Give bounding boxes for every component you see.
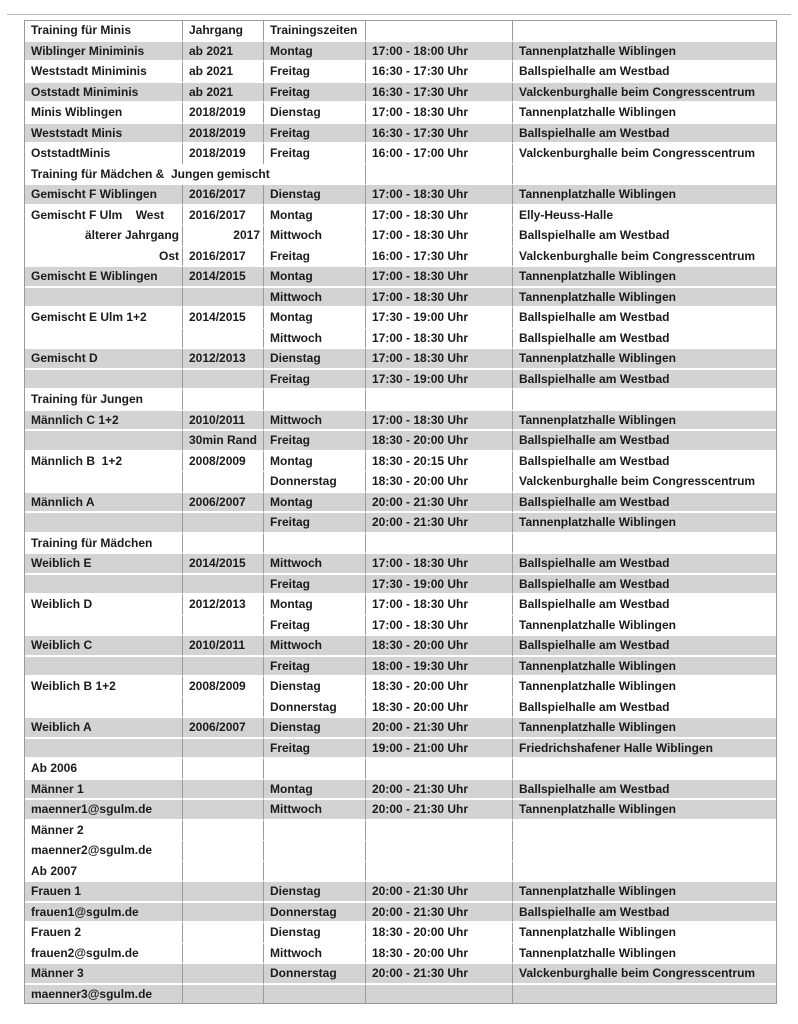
time-cell: 20:00 - 21:30 Uhr bbox=[366, 718, 513, 739]
day-cell: Mittwoch bbox=[264, 944, 366, 965]
jahrgang-cell: 2010/2011 bbox=[183, 411, 264, 432]
team-cell: Weiblich A bbox=[25, 718, 183, 739]
team-cell bbox=[25, 698, 183, 719]
time-cell: 17:00 - 18:30 Uhr bbox=[366, 206, 513, 227]
jahrgang-cell: 2018/2019 bbox=[183, 103, 264, 124]
location-cell: Friedrichshafener Halle Wiblingen bbox=[513, 739, 776, 760]
table-row bbox=[25, 329, 776, 350]
team-cell bbox=[25, 329, 183, 350]
table-row bbox=[25, 554, 776, 575]
team-cell: Weiblich B 1+2 bbox=[25, 677, 183, 698]
time-cell: 18:30 - 20:00 Uhr bbox=[366, 472, 513, 493]
jahrgang-cell: 2006/2007 bbox=[183, 718, 264, 739]
team-cell bbox=[25, 431, 183, 452]
time-cell: 20:00 - 21:30 Uhr bbox=[366, 493, 513, 514]
location-cell: Tannenplatzhalle Wiblingen bbox=[513, 677, 776, 698]
location-cell: Ballspielhalle am Westbad bbox=[513, 226, 776, 247]
section-row bbox=[25, 21, 776, 42]
day-cell: Mittwoch bbox=[264, 800, 366, 821]
jahrgang-cell bbox=[183, 616, 264, 637]
table-row bbox=[25, 882, 776, 903]
time-cell bbox=[366, 390, 513, 411]
table-row bbox=[25, 42, 776, 63]
jahrgang-cell bbox=[183, 780, 264, 801]
day-cell: Montag bbox=[264, 267, 366, 288]
location-cell bbox=[513, 985, 776, 1004]
table-row bbox=[25, 964, 776, 985]
table-row bbox=[25, 698, 776, 719]
time-cell: 17:00 - 18:00 Uhr bbox=[366, 42, 513, 63]
team-cell: Gemischt E Ulm 1+2 bbox=[25, 308, 183, 329]
email-cell: maenner2@sgulm.de bbox=[25, 841, 183, 862]
jahrgang-cell: ab 2021 bbox=[183, 62, 264, 83]
table-row bbox=[25, 247, 776, 268]
day-cell: Freitag bbox=[264, 739, 366, 760]
time-cell: 17:00 - 18:30 Uhr bbox=[366, 616, 513, 637]
jahrgang-cell: 2008/2009 bbox=[183, 452, 264, 473]
day-cell: Montag bbox=[264, 206, 366, 227]
location-cell: Tannenplatzhalle Wiblingen bbox=[513, 411, 776, 432]
jahrgang-cell bbox=[183, 821, 264, 842]
jahrgang-cell: 2018/2019 bbox=[183, 124, 264, 145]
section-title: Training für Jungen bbox=[25, 390, 183, 411]
day-cell: Montag bbox=[264, 308, 366, 329]
location-cell: Ballspielhalle am Westbad bbox=[513, 431, 776, 452]
time-cell: 17:00 - 18:30 Uhr bbox=[366, 267, 513, 288]
time-cell: 18:30 - 20:00 Uhr bbox=[366, 677, 513, 698]
team-cell: Gemischt D bbox=[25, 349, 183, 370]
location-cell: Ballspielhalle am Westbad bbox=[513, 62, 776, 83]
time-cell: 16:30 - 17:30 Uhr bbox=[366, 124, 513, 145]
table-row bbox=[25, 411, 776, 432]
location-cell bbox=[513, 534, 776, 555]
jahrgang-cell bbox=[183, 944, 264, 965]
section-row bbox=[25, 862, 776, 883]
team-cell bbox=[25, 472, 183, 493]
jahrgang-cell: 2008/2009 bbox=[183, 677, 264, 698]
location-cell: Tannenplatzhalle Wiblingen bbox=[513, 349, 776, 370]
location-cell bbox=[513, 821, 776, 842]
location-cell: Tannenplatzhalle Wiblingen bbox=[513, 657, 776, 678]
time-cell: 17:30 - 19:00 Uhr bbox=[366, 575, 513, 596]
location-cell: Tannenplatzhalle Wiblingen bbox=[513, 800, 776, 821]
jahrgang-cell bbox=[183, 513, 264, 534]
table-row bbox=[25, 144, 776, 165]
time-cell: 18:30 - 20:00 Uhr bbox=[366, 636, 513, 657]
table-row bbox=[25, 800, 776, 821]
location-cell: Ballspielhalle am Westbad bbox=[513, 124, 776, 145]
jahrgang-cell: 2016/2017 bbox=[183, 247, 264, 268]
day-cell bbox=[264, 534, 366, 555]
day-cell: Donnerstag bbox=[264, 903, 366, 924]
location-cell: Ballspielhalle am Westbad bbox=[513, 595, 776, 616]
day-cell: Donnerstag bbox=[264, 964, 366, 985]
jahrgang-cell: Jahrgang bbox=[183, 21, 264, 42]
table-row bbox=[25, 985, 776, 1004]
location-cell bbox=[513, 21, 776, 42]
table-row bbox=[25, 267, 776, 288]
jahrgang-cell bbox=[183, 841, 264, 862]
team-cell: Weststadt Miniminis bbox=[25, 62, 183, 83]
time-cell: 18:30 - 20:15 Uhr bbox=[366, 452, 513, 473]
time-cell: 18:30 - 20:00 Uhr bbox=[366, 431, 513, 452]
email-cell: frauen2@sgulm.de bbox=[25, 944, 183, 965]
day-cell: Freitag bbox=[264, 144, 366, 165]
jahrgang-cell bbox=[183, 329, 264, 350]
jahrgang-cell bbox=[183, 390, 264, 411]
table-row bbox=[25, 431, 776, 452]
section-title: Training für Mädchen & Jungen gemischt bbox=[25, 165, 366, 186]
jahrgang-cell bbox=[183, 657, 264, 678]
day-cell: Freitag bbox=[264, 370, 366, 391]
time-cell: 20:00 - 21:30 Uhr bbox=[366, 964, 513, 985]
day-cell: Montag bbox=[264, 780, 366, 801]
jahrgang-cell: 30min Rand bbox=[183, 431, 264, 452]
email-cell: frauen1@sgulm.de bbox=[25, 903, 183, 924]
location-cell: Ballspielhalle am Westbad bbox=[513, 575, 776, 596]
email-cell: maenner1@sgulm.de bbox=[25, 800, 183, 821]
time-cell bbox=[366, 841, 513, 862]
day-cell: Donnerstag bbox=[264, 698, 366, 719]
table-row bbox=[25, 103, 776, 124]
location-cell: Ballspielhalle am Westbad bbox=[513, 329, 776, 350]
table-row bbox=[25, 595, 776, 616]
location-cell: Ballspielhalle am Westbad bbox=[513, 698, 776, 719]
day-cell: Dienstag bbox=[264, 103, 366, 124]
jahrgang-cell bbox=[183, 985, 264, 1004]
time-cell: 16:30 - 17:30 Uhr bbox=[366, 62, 513, 83]
time-cell: 17:30 - 19:00 Uhr bbox=[366, 370, 513, 391]
table-row bbox=[25, 677, 776, 698]
time-cell: 18:30 - 20:00 Uhr bbox=[366, 698, 513, 719]
jahrgang-cell bbox=[183, 370, 264, 391]
table-row bbox=[25, 349, 776, 370]
jahrgang-cell: 2006/2007 bbox=[183, 493, 264, 514]
table-row bbox=[25, 83, 776, 104]
location-cell: Tannenplatzhalle Wiblingen bbox=[513, 513, 776, 534]
team-cell: Oststadt Miniminis bbox=[25, 83, 183, 104]
time-cell: 16:00 - 17:30 Uhr bbox=[366, 247, 513, 268]
time-cell bbox=[366, 534, 513, 555]
jahrgang-cell bbox=[183, 575, 264, 596]
team-cell: Männer 2 bbox=[25, 821, 183, 842]
team-cell: Weiblich D bbox=[25, 595, 183, 616]
location-cell bbox=[513, 841, 776, 862]
location-cell: Valckenburghalle beim Congresscentrum bbox=[513, 83, 776, 104]
time-cell: 19:00 - 21:00 Uhr bbox=[366, 739, 513, 760]
location-cell: Valckenburghalle beim Congresscentrum bbox=[513, 247, 776, 268]
schedule-rows bbox=[25, 21, 776, 1003]
jahrgang-cell bbox=[183, 534, 264, 555]
team-cell: Männlich A bbox=[25, 493, 183, 514]
jahrgang-cell: 2014/2015 bbox=[183, 554, 264, 575]
jahrgang-cell: 2010/2011 bbox=[183, 636, 264, 657]
time-cell: 20:00 - 21:30 Uhr bbox=[366, 780, 513, 801]
time-cell: 17:00 - 18:30 Uhr bbox=[366, 185, 513, 206]
location-cell: Tannenplatzhalle Wiblingen bbox=[513, 923, 776, 944]
time-cell: 17:00 - 18:30 Uhr bbox=[366, 226, 513, 247]
jahrgang-cell bbox=[183, 698, 264, 719]
time-cell bbox=[366, 862, 513, 883]
team-cell: Gemischt E Wiblingen bbox=[25, 267, 183, 288]
jahrgang-cell: 2016/2017 bbox=[183, 206, 264, 227]
time-cell: 17:00 - 18:30 Uhr bbox=[366, 288, 513, 309]
location-cell bbox=[513, 759, 776, 780]
day-cell bbox=[264, 841, 366, 862]
time-cell: 16:30 - 17:30 Uhr bbox=[366, 83, 513, 104]
jahrgang-cell bbox=[183, 759, 264, 780]
day-cell: Montag bbox=[264, 493, 366, 514]
location-cell: Tannenplatzhalle Wiblingen bbox=[513, 718, 776, 739]
section-row bbox=[25, 534, 776, 555]
team-cell: Männer 3 bbox=[25, 964, 183, 985]
team-cell bbox=[25, 657, 183, 678]
jahrgang-cell bbox=[183, 739, 264, 760]
training-schedule-table bbox=[25, 21, 776, 1003]
day-cell bbox=[264, 821, 366, 842]
table-row bbox=[25, 452, 776, 473]
table-row bbox=[25, 739, 776, 760]
location-cell: Ballspielhalle am Westbad bbox=[513, 903, 776, 924]
team-cell bbox=[25, 616, 183, 637]
location-cell: Ballspielhalle am Westbad bbox=[513, 493, 776, 514]
time-cell: 17:30 - 19:00 Uhr bbox=[366, 308, 513, 329]
jahrgang-cell bbox=[183, 903, 264, 924]
table-row bbox=[25, 616, 776, 637]
day-cell: Dienstag bbox=[264, 677, 366, 698]
section-title: Training für Mädchen bbox=[25, 534, 183, 555]
location-cell bbox=[513, 390, 776, 411]
time-cell: 16:00 - 17:00 Uhr bbox=[366, 144, 513, 165]
time-cell: 20:00 - 21:30 Uhr bbox=[366, 903, 513, 924]
table-row bbox=[25, 62, 776, 83]
location-cell: Tannenplatzhalle Wiblingen bbox=[513, 882, 776, 903]
team-cell: Minis Wiblingen bbox=[25, 103, 183, 124]
location-cell: Valckenburghalle beim Congresscentrum bbox=[513, 964, 776, 985]
team-cell bbox=[25, 739, 183, 760]
section-row bbox=[25, 165, 776, 186]
day-cell: Mittwoch bbox=[264, 411, 366, 432]
time-cell bbox=[366, 759, 513, 780]
day-cell: Freitag bbox=[264, 575, 366, 596]
table-row bbox=[25, 923, 776, 944]
location-cell: Tannenplatzhalle Wiblingen bbox=[513, 288, 776, 309]
table-row bbox=[25, 308, 776, 329]
table-row bbox=[25, 821, 776, 842]
team-cell: Weiblich C bbox=[25, 636, 183, 657]
location-cell: Ballspielhalle am Westbad bbox=[513, 780, 776, 801]
section-title: Ab 2007 bbox=[25, 862, 183, 883]
location-cell: Tannenplatzhalle Wiblingen bbox=[513, 42, 776, 63]
location-cell: Tannenplatzhalle Wiblingen bbox=[513, 944, 776, 965]
location-cell: Ballspielhalle am Westbad bbox=[513, 636, 776, 657]
table-row bbox=[25, 575, 776, 596]
day-cell: Dienstag bbox=[264, 923, 366, 944]
location-cell bbox=[513, 862, 776, 883]
time-cell bbox=[366, 985, 513, 1004]
time-cell: 20:00 - 21:30 Uhr bbox=[366, 882, 513, 903]
top-rule-divider bbox=[7, 14, 791, 15]
jahrgang-cell: 2014/2015 bbox=[183, 308, 264, 329]
day-cell: Freitag bbox=[264, 124, 366, 145]
time-cell bbox=[366, 165, 513, 186]
jahrgang-cell bbox=[183, 882, 264, 903]
section-title: Training für Minis bbox=[25, 21, 183, 42]
table-row bbox=[25, 944, 776, 965]
table-row bbox=[25, 657, 776, 678]
day-cell: Trainingszeiten bbox=[264, 21, 366, 42]
team-cell: Frauen 1 bbox=[25, 882, 183, 903]
location-cell: Ballspielhalle am Westbad bbox=[513, 452, 776, 473]
day-cell: Mittwoch bbox=[264, 554, 366, 575]
section-row bbox=[25, 759, 776, 780]
day-cell: Freitag bbox=[264, 657, 366, 678]
time-cell: 18:30 - 20:00 Uhr bbox=[366, 944, 513, 965]
jahrgang-cell bbox=[183, 964, 264, 985]
day-cell bbox=[264, 862, 366, 883]
day-cell bbox=[264, 985, 366, 1004]
table-row bbox=[25, 370, 776, 391]
jahrgang-cell bbox=[183, 800, 264, 821]
team-cell bbox=[25, 370, 183, 391]
day-cell: Freitag bbox=[264, 513, 366, 534]
time-cell: 17:00 - 18:30 Uhr bbox=[366, 329, 513, 350]
day-cell: Freitag bbox=[264, 247, 366, 268]
location-cell: Ballspielhalle am Westbad bbox=[513, 370, 776, 391]
team-cell: Gemischt F Ulm West bbox=[25, 206, 183, 227]
jahrgang-cell: 2014/2015 bbox=[183, 267, 264, 288]
location-cell: Elly-Heuss-Halle bbox=[513, 206, 776, 227]
table-row bbox=[25, 718, 776, 739]
time-cell: 18:00 - 19:30 Uhr bbox=[366, 657, 513, 678]
team-cell bbox=[25, 288, 183, 309]
jahrgang-cell: 2012/2013 bbox=[183, 349, 264, 370]
day-cell: Montag bbox=[264, 595, 366, 616]
location-cell: Tannenplatzhalle Wiblingen bbox=[513, 185, 776, 206]
team-cell: älterer Jahrgang bbox=[25, 226, 183, 247]
jahrgang-cell bbox=[183, 472, 264, 493]
time-cell: 17:00 - 18:30 Uhr bbox=[366, 595, 513, 616]
table-row bbox=[25, 185, 776, 206]
team-cell bbox=[25, 575, 183, 596]
table-row bbox=[25, 780, 776, 801]
team-cell bbox=[25, 513, 183, 534]
table-row bbox=[25, 841, 776, 862]
table-row bbox=[25, 124, 776, 145]
location-cell: Tannenplatzhalle Wiblingen bbox=[513, 267, 776, 288]
day-cell: Freitag bbox=[264, 616, 366, 637]
jahrgang-cell: ab 2021 bbox=[183, 83, 264, 104]
time-cell bbox=[366, 21, 513, 42]
location-cell: Ballspielhalle am Westbad bbox=[513, 308, 776, 329]
jahrgang-cell: 2018/2019 bbox=[183, 144, 264, 165]
time-cell: 17:00 - 18:30 Uhr bbox=[366, 349, 513, 370]
location-cell: Ballspielhalle am Westbad bbox=[513, 554, 776, 575]
location-cell: Tannenplatzhalle Wiblingen bbox=[513, 616, 776, 637]
team-cell: Frauen 2 bbox=[25, 923, 183, 944]
time-cell: 17:00 - 18:30 Uhr bbox=[366, 411, 513, 432]
day-cell: Mittwoch bbox=[264, 636, 366, 657]
team-cell: Männlich C 1+2 bbox=[25, 411, 183, 432]
day-cell: Freitag bbox=[264, 83, 366, 104]
day-cell: Mittwoch bbox=[264, 226, 366, 247]
day-cell: Freitag bbox=[264, 62, 366, 83]
email-cell: maenner3@sgulm.de bbox=[25, 985, 183, 1004]
jahrgang-cell bbox=[183, 923, 264, 944]
team-cell: Männer 1 bbox=[25, 780, 183, 801]
day-cell: Mittwoch bbox=[264, 329, 366, 350]
jahrgang-cell bbox=[183, 288, 264, 309]
time-cell: 18:30 - 20:00 Uhr bbox=[366, 923, 513, 944]
team-cell: Ost bbox=[25, 247, 183, 268]
team-cell: Männlich B 1+2 bbox=[25, 452, 183, 473]
table-row bbox=[25, 226, 776, 247]
section-row bbox=[25, 390, 776, 411]
location-cell: Tannenplatzhalle Wiblingen bbox=[513, 103, 776, 124]
table-row bbox=[25, 903, 776, 924]
jahrgang-cell: 2016/2017 bbox=[183, 185, 264, 206]
team-cell: Wiblinger Miniminis bbox=[25, 42, 183, 63]
team-cell: OststadtMinis bbox=[25, 144, 183, 165]
table-row bbox=[25, 472, 776, 493]
day-cell: Montag bbox=[264, 452, 366, 473]
day-cell: Dienstag bbox=[264, 882, 366, 903]
day-cell: Dienstag bbox=[264, 349, 366, 370]
day-cell: Dienstag bbox=[264, 185, 366, 206]
time-cell: 17:00 - 18:30 Uhr bbox=[366, 103, 513, 124]
day-cell: Mittwoch bbox=[264, 288, 366, 309]
time-cell: 20:00 - 21:30 Uhr bbox=[366, 800, 513, 821]
jahrgang-cell bbox=[183, 862, 264, 883]
location-cell bbox=[513, 165, 776, 186]
table-row bbox=[25, 493, 776, 514]
table-row bbox=[25, 288, 776, 309]
day-cell bbox=[264, 759, 366, 780]
team-cell: Gemischt F Wiblingen bbox=[25, 185, 183, 206]
training-schedule-frame bbox=[24, 20, 777, 1004]
day-cell: Freitag bbox=[264, 431, 366, 452]
day-cell: Dienstag bbox=[264, 718, 366, 739]
section-title: Ab 2006 bbox=[25, 759, 183, 780]
table-row bbox=[25, 206, 776, 227]
table-row bbox=[25, 513, 776, 534]
table-row bbox=[25, 636, 776, 657]
day-cell bbox=[264, 390, 366, 411]
jahrgang-cell: ab 2021 bbox=[183, 42, 264, 63]
day-cell: Donnerstag bbox=[264, 472, 366, 493]
time-cell: 20:00 - 21:30 Uhr bbox=[366, 513, 513, 534]
jahrgang-cell: 2017 bbox=[183, 226, 264, 247]
time-cell bbox=[366, 821, 513, 842]
location-cell: Valckenburghalle beim Congresscentrum bbox=[513, 144, 776, 165]
jahrgang-cell: 2012/2013 bbox=[183, 595, 264, 616]
team-cell: Weststadt Minis bbox=[25, 124, 183, 145]
time-cell: 17:00 - 18:30 Uhr bbox=[366, 554, 513, 575]
day-cell: Montag bbox=[264, 42, 366, 63]
location-cell: Valckenburghalle beim Congresscentrum bbox=[513, 472, 776, 493]
team-cell: Weiblich E bbox=[25, 554, 183, 575]
